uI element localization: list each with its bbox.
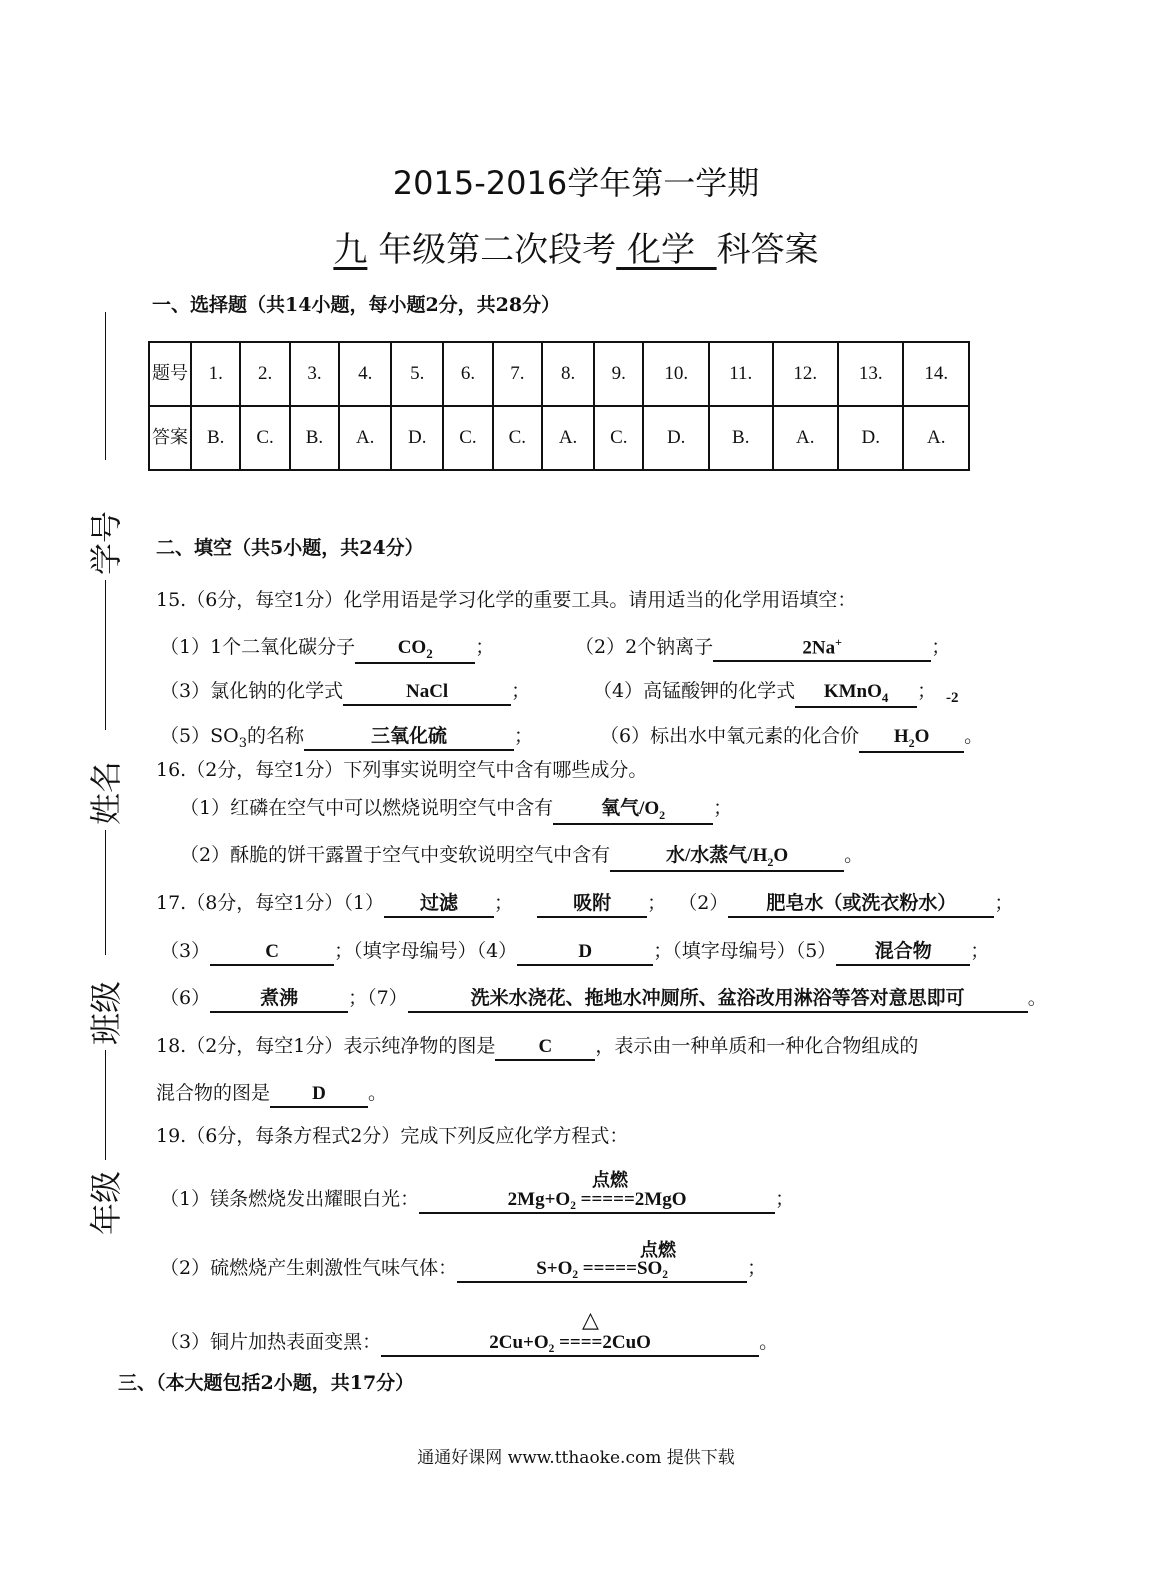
- subject-field: 化学: [627, 230, 695, 270]
- answer-cell: C.: [493, 406, 542, 470]
- row-header-daan: 答案: [149, 406, 191, 470]
- answer-table: [148, 341, 970, 471]
- answer-blank: C: [210, 940, 334, 966]
- side-label-banji: 班级: [87, 981, 125, 1046]
- answer-cell: D.: [643, 406, 708, 470]
- q15-stem: 15.（6分，每空1分）化学用语是学习化学的重要工具。请用适当的化学用语填空：: [156, 589, 857, 611]
- valence-mark: -2: [946, 690, 959, 706]
- question-number-cell: 5.: [391, 342, 443, 406]
- q18-line2: 混合物的图是 D 。: [156, 1078, 387, 1108]
- margin-line: [105, 830, 106, 955]
- q19-p2: （2）硫燃烧产生刺激性气味气体： S+O₂ =====SO₂ ；: [160, 1253, 766, 1283]
- answer-cell: A.: [903, 406, 969, 470]
- grade-field: 九: [333, 230, 368, 270]
- q18-line1: 18.（2分，每空1分）表示纯净物的图是 C ，表示由一种单质和一种化合物组成的: [156, 1031, 918, 1061]
- question-number-cell: 7.: [493, 342, 542, 406]
- answer-blank: 三氧化硫: [304, 725, 514, 751]
- q15-p5: $(5)SO_3$的名称 三氧化硫 ；: [160, 725, 533, 751]
- section2-heading: 二、填空（共5小题，共24分）: [156, 537, 424, 559]
- answer-cell: D.: [838, 406, 903, 470]
- question-number-cell: 11.: [709, 342, 773, 406]
- question-number-cell: 3.: [290, 342, 339, 406]
- margin-line: [105, 312, 106, 460]
- answer-blank: KMnO$_4$: [795, 680, 917, 708]
- q19-p1: （1）镁条燃烧发出耀眼白光： 2Mg+O₂ =====2MgO ；: [160, 1184, 794, 1214]
- q15-p2: （2）2个钠离子 2Na+ ；: [575, 632, 950, 662]
- answer-blank: 2Mg+O₂ =====2MgO: [419, 1188, 775, 1214]
- answer-blank: D: [517, 940, 653, 966]
- subtitle-mid: 年级第二次段考: [378, 230, 617, 270]
- answer-blank: 洗米水浇花、拖地水冲厕所、盆浴改用淋浴等答对意思即可: [408, 987, 1028, 1013]
- answer-blank: D: [270, 1082, 368, 1108]
- answer-cell: D.: [391, 406, 443, 470]
- condition-ignite: 点燃: [640, 1240, 676, 1261]
- answer-blank: 水/水蒸气$/H_2O$: [610, 844, 844, 872]
- answer-blank: S+O₂ =====SO₂: [457, 1257, 747, 1283]
- question-number-cell: 8.: [542, 342, 594, 406]
- question-number-cell: 9.: [594, 342, 643, 406]
- answer-cell: C.: [594, 406, 643, 470]
- question-number-cell: 10.: [643, 342, 708, 406]
- answer-blank: 2Na+: [713, 635, 931, 662]
- q17-line1: 17.（8分，每空1分）（1） 过滤 ； 吸附 ； （2） 肥皂水（或洗衣粉水） ；: [156, 888, 1013, 918]
- margin-line: [105, 580, 106, 730]
- side-label-xingming: 姓名: [87, 761, 125, 826]
- question-number-cell: 2.: [240, 342, 289, 406]
- answer-cell: A.: [773, 406, 838, 470]
- margin-line: [105, 1050, 106, 1160]
- q19-p3: （3）铜片加热表面变黑： 2Cu+O₂ ====2CuO 。: [160, 1327, 778, 1357]
- question-number-cell: 4.: [339, 342, 391, 406]
- question-number-cell: 12.: [773, 342, 838, 406]
- answer-blank: 过滤: [384, 892, 494, 918]
- table-row: [149, 342, 969, 406]
- condition-ignite: 点燃: [592, 1170, 628, 1191]
- section1-heading: 一、选择题（共14小题，每小题2分，共28分）: [152, 294, 561, 316]
- row-header-tihao: 题号: [149, 342, 191, 406]
- answer-blank: NaCl: [343, 680, 511, 706]
- q19-stem: 19.（6分，每条方程式2分）完成下列反应化学方程式：: [156, 1125, 629, 1147]
- q17-line2: （3） C ；（填字母编号）（4） D ；（填字母编号）（5） 混合物 ；: [160, 936, 989, 966]
- q16-p2: （2）酥脆的饼干露置于空气中变软说明空气中含有 水/水蒸气$/H_2O$ 。: [180, 840, 863, 872]
- answer-blank: $H_2O$: [859, 725, 964, 753]
- q16-stem: 16.（2分，每空1分）下列事实说明空气中含有哪些成分。: [156, 759, 648, 781]
- question-number-cell: 6.: [443, 342, 492, 406]
- q17-line3: （6） 煮沸 ；（7） 洗米水浇花、拖地水冲厕所、盆浴改用淋浴等答对意思即可 。: [160, 983, 1047, 1013]
- q16-p1: （1）红磷在空气中可以燃烧说明空气中含有 氧气$/O_2$ ；: [180, 793, 732, 825]
- page-title: 2015-2016学年第一学期: [392, 164, 760, 202]
- answer-blank: 氧气$/O_2$: [553, 797, 713, 825]
- answer-blank: C: [495, 1035, 595, 1061]
- question-number-cell: 14.: [903, 342, 969, 406]
- side-label-xuehao: 学号: [87, 511, 125, 576]
- answer-blank: 吸附: [537, 892, 647, 918]
- answer-cell: B.: [191, 406, 240, 470]
- q15-p6: （6）标出水中氧元素的化合价 $H_2O$ 。: [600, 721, 983, 753]
- q15-p3: （3）氯化钠的化学式 NaCl ；: [160, 676, 530, 706]
- subtitle-tail: 科答案: [716, 230, 819, 270]
- answer-cell: B.: [290, 406, 339, 470]
- answer-blank: 肥皂水（或洗衣粉水）: [728, 892, 994, 918]
- question-number-cell: 1.: [191, 342, 240, 406]
- page-subtitle: [0, 222, 1152, 271]
- side-label-nianji: 年级: [87, 1171, 125, 1236]
- footer-credit: 通通好课网 www.tthaoke.com 提供下载: [417, 1448, 735, 1468]
- q15-p4: （4）高锰酸钾的化学式 KMnO$_4$ ；: [593, 676, 936, 708]
- section3-heading: 三、（本大题包括2小题，共17分）: [118, 1372, 415, 1394]
- answer-blank: 2Cu+O₂ ====2CuO: [381, 1331, 759, 1357]
- answer-cell: B.: [709, 406, 773, 470]
- answer-cell: C.: [240, 406, 289, 470]
- answer-blank: $CO_2$: [355, 636, 475, 664]
- answer-cell: A.: [339, 406, 391, 470]
- condition-heat: △: [582, 1308, 599, 1333]
- q15-p1: （1）1个二氧化碳分子 $CO_2$ ；: [160, 632, 494, 664]
- answer-blank: 煮沸: [210, 987, 348, 1013]
- answer-cell: C.: [443, 406, 492, 470]
- answer-cell: A.: [542, 406, 594, 470]
- table-row: [149, 406, 969, 470]
- question-number-cell: 13.: [838, 342, 903, 406]
- answer-blank: 混合物: [836, 940, 970, 966]
